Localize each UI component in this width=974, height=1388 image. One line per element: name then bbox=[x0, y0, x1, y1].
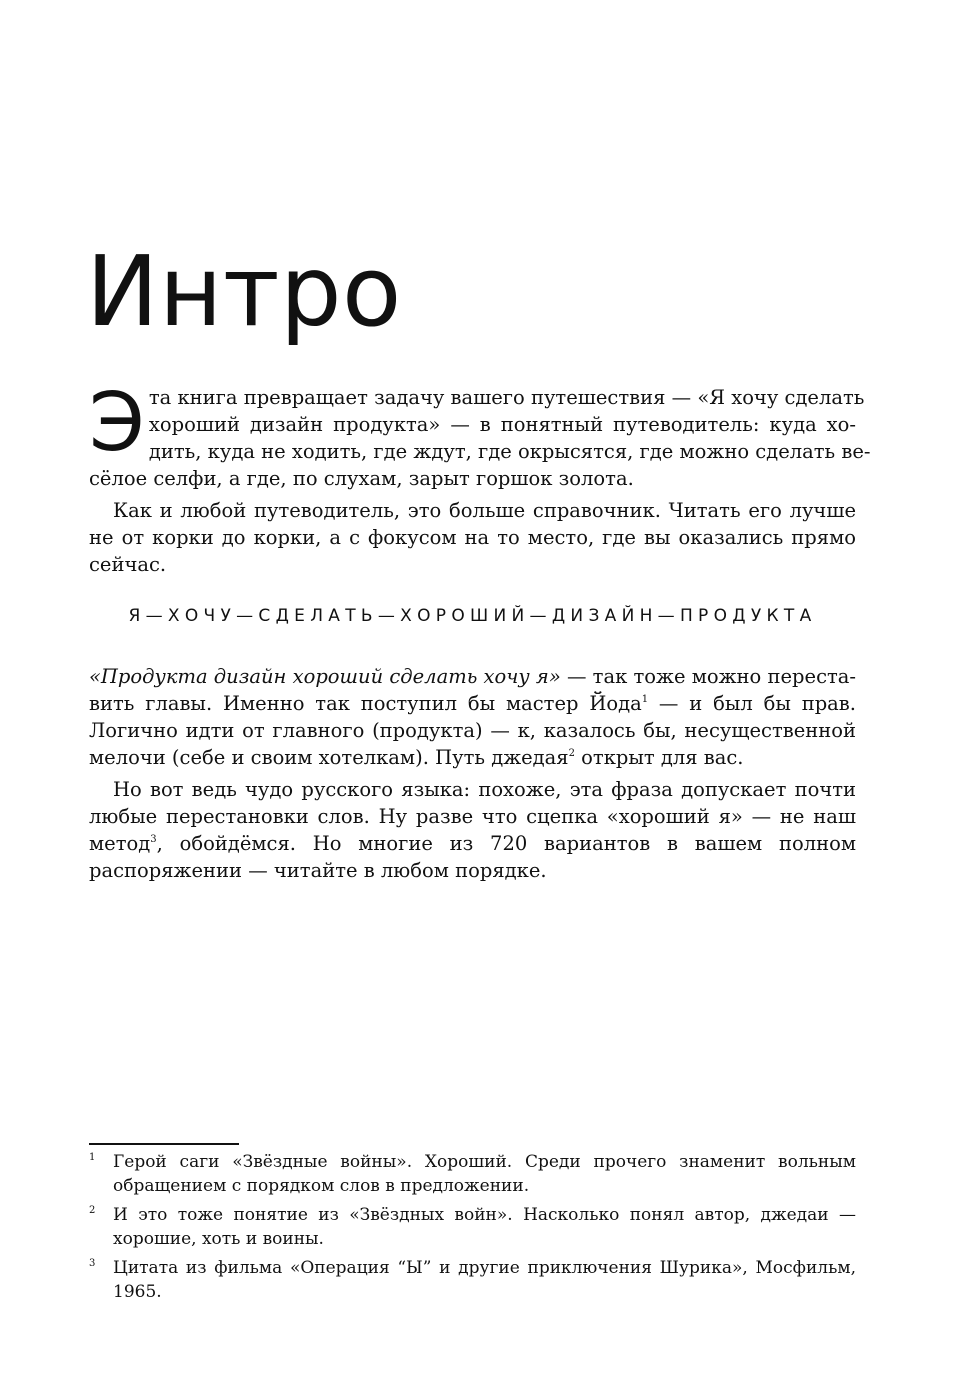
text-line: сейчас. bbox=[89, 553, 167, 576]
paragraph-text: , обойдёмся. Но многие из 720 вариантов в вашем полном распоряжении — читайте в любом порядке. bbox=[89, 832, 856, 882]
paragraph-text: открыт для вас. bbox=[574, 746, 744, 769]
paragraph-text: Но вот ведь чудо русского языка: похоже, эта фраза допускает почти любые перестановки слов. Ну разве что сцепка «хороший я» — не наш метод bbox=[89, 778, 856, 855]
paragraph-text: — и был бы прав. Логично идти от главного (продукта) — к, казалось бы, несущественной мелочи (себе и своим хотелкам). Путь джедая bbox=[89, 692, 856, 769]
intro-paragraph-2 bbox=[89, 497, 856, 578]
chapter-title: Интро bbox=[86, 235, 402, 348]
footnote-number: 1 bbox=[89, 1152, 96, 1163]
footnote-text: Герой саги «Звёздные войны». Хороший. Среди прочего знаменит вольным обращением с порядком слов в предложении. bbox=[113, 1152, 856, 1196]
footnote-item bbox=[89, 1256, 856, 1304]
intro-section bbox=[89, 376, 871, 578]
footnote-number: 2 bbox=[89, 1205, 96, 1216]
text-line: хороший дизайн продукта» — в понятный путеводитель: куда хо- bbox=[148, 413, 856, 436]
body-paragraph-2 bbox=[89, 776, 856, 884]
footnote-ref-3[interactable]: 3 bbox=[150, 834, 157, 845]
footnote-ref-1[interactable]: 1 bbox=[641, 694, 649, 705]
text-line: дить, куда не ходить, где ждут, где окрысятся, где можно сделать ве- bbox=[148, 440, 871, 463]
footnote-text: И это тоже понятие из «Звёздных войн». Насколько понял автор, джедаи — хорошие, хоть и воины. bbox=[113, 1205, 856, 1249]
text-line: Как и любой путеводитель, это больше справочник. Читать его лучше bbox=[113, 499, 856, 522]
motto-line: Я—ХОЧУ—СДЕЛАТЬ—ХОРОШИЙ—ДИЗАЙН—ПРОДУКТА bbox=[128, 606, 817, 626]
body-section bbox=[89, 663, 856, 884]
body-paragraph-1 bbox=[89, 663, 856, 771]
paragraph-text: — так тоже можно переста-вить главы. Именно так поступил бы мастер Йода bbox=[89, 665, 856, 715]
footnotes-section bbox=[89, 1150, 856, 1309]
footnote-text: Цитата из фильма «Операция “Ы” и другие приключения Шурика», Мосфильм, 1965. bbox=[113, 1258, 856, 1302]
footnote-item bbox=[89, 1203, 856, 1251]
footnote-divider bbox=[89, 1143, 239, 1145]
text-line: сёлое селфи, а где, по слухам, зарыт горшок золота. bbox=[89, 467, 634, 490]
intro-paragraph-1 bbox=[89, 376, 871, 492]
text-line: та книга превращает задачу вашего путешествия — «Я хочу сделать bbox=[148, 386, 865, 409]
italic-phrase: «Продукта дизайн хороший сделать хочу я» bbox=[89, 665, 561, 688]
text-line: не от корки до корки, а с фокусом на то место, где вы оказались прямо bbox=[89, 526, 856, 549]
footnote-item bbox=[89, 1150, 856, 1198]
drop-cap: Э bbox=[89, 376, 145, 469]
footnote-ref-2[interactable]: 2 bbox=[568, 748, 575, 759]
footnote-number: 3 bbox=[89, 1258, 96, 1269]
